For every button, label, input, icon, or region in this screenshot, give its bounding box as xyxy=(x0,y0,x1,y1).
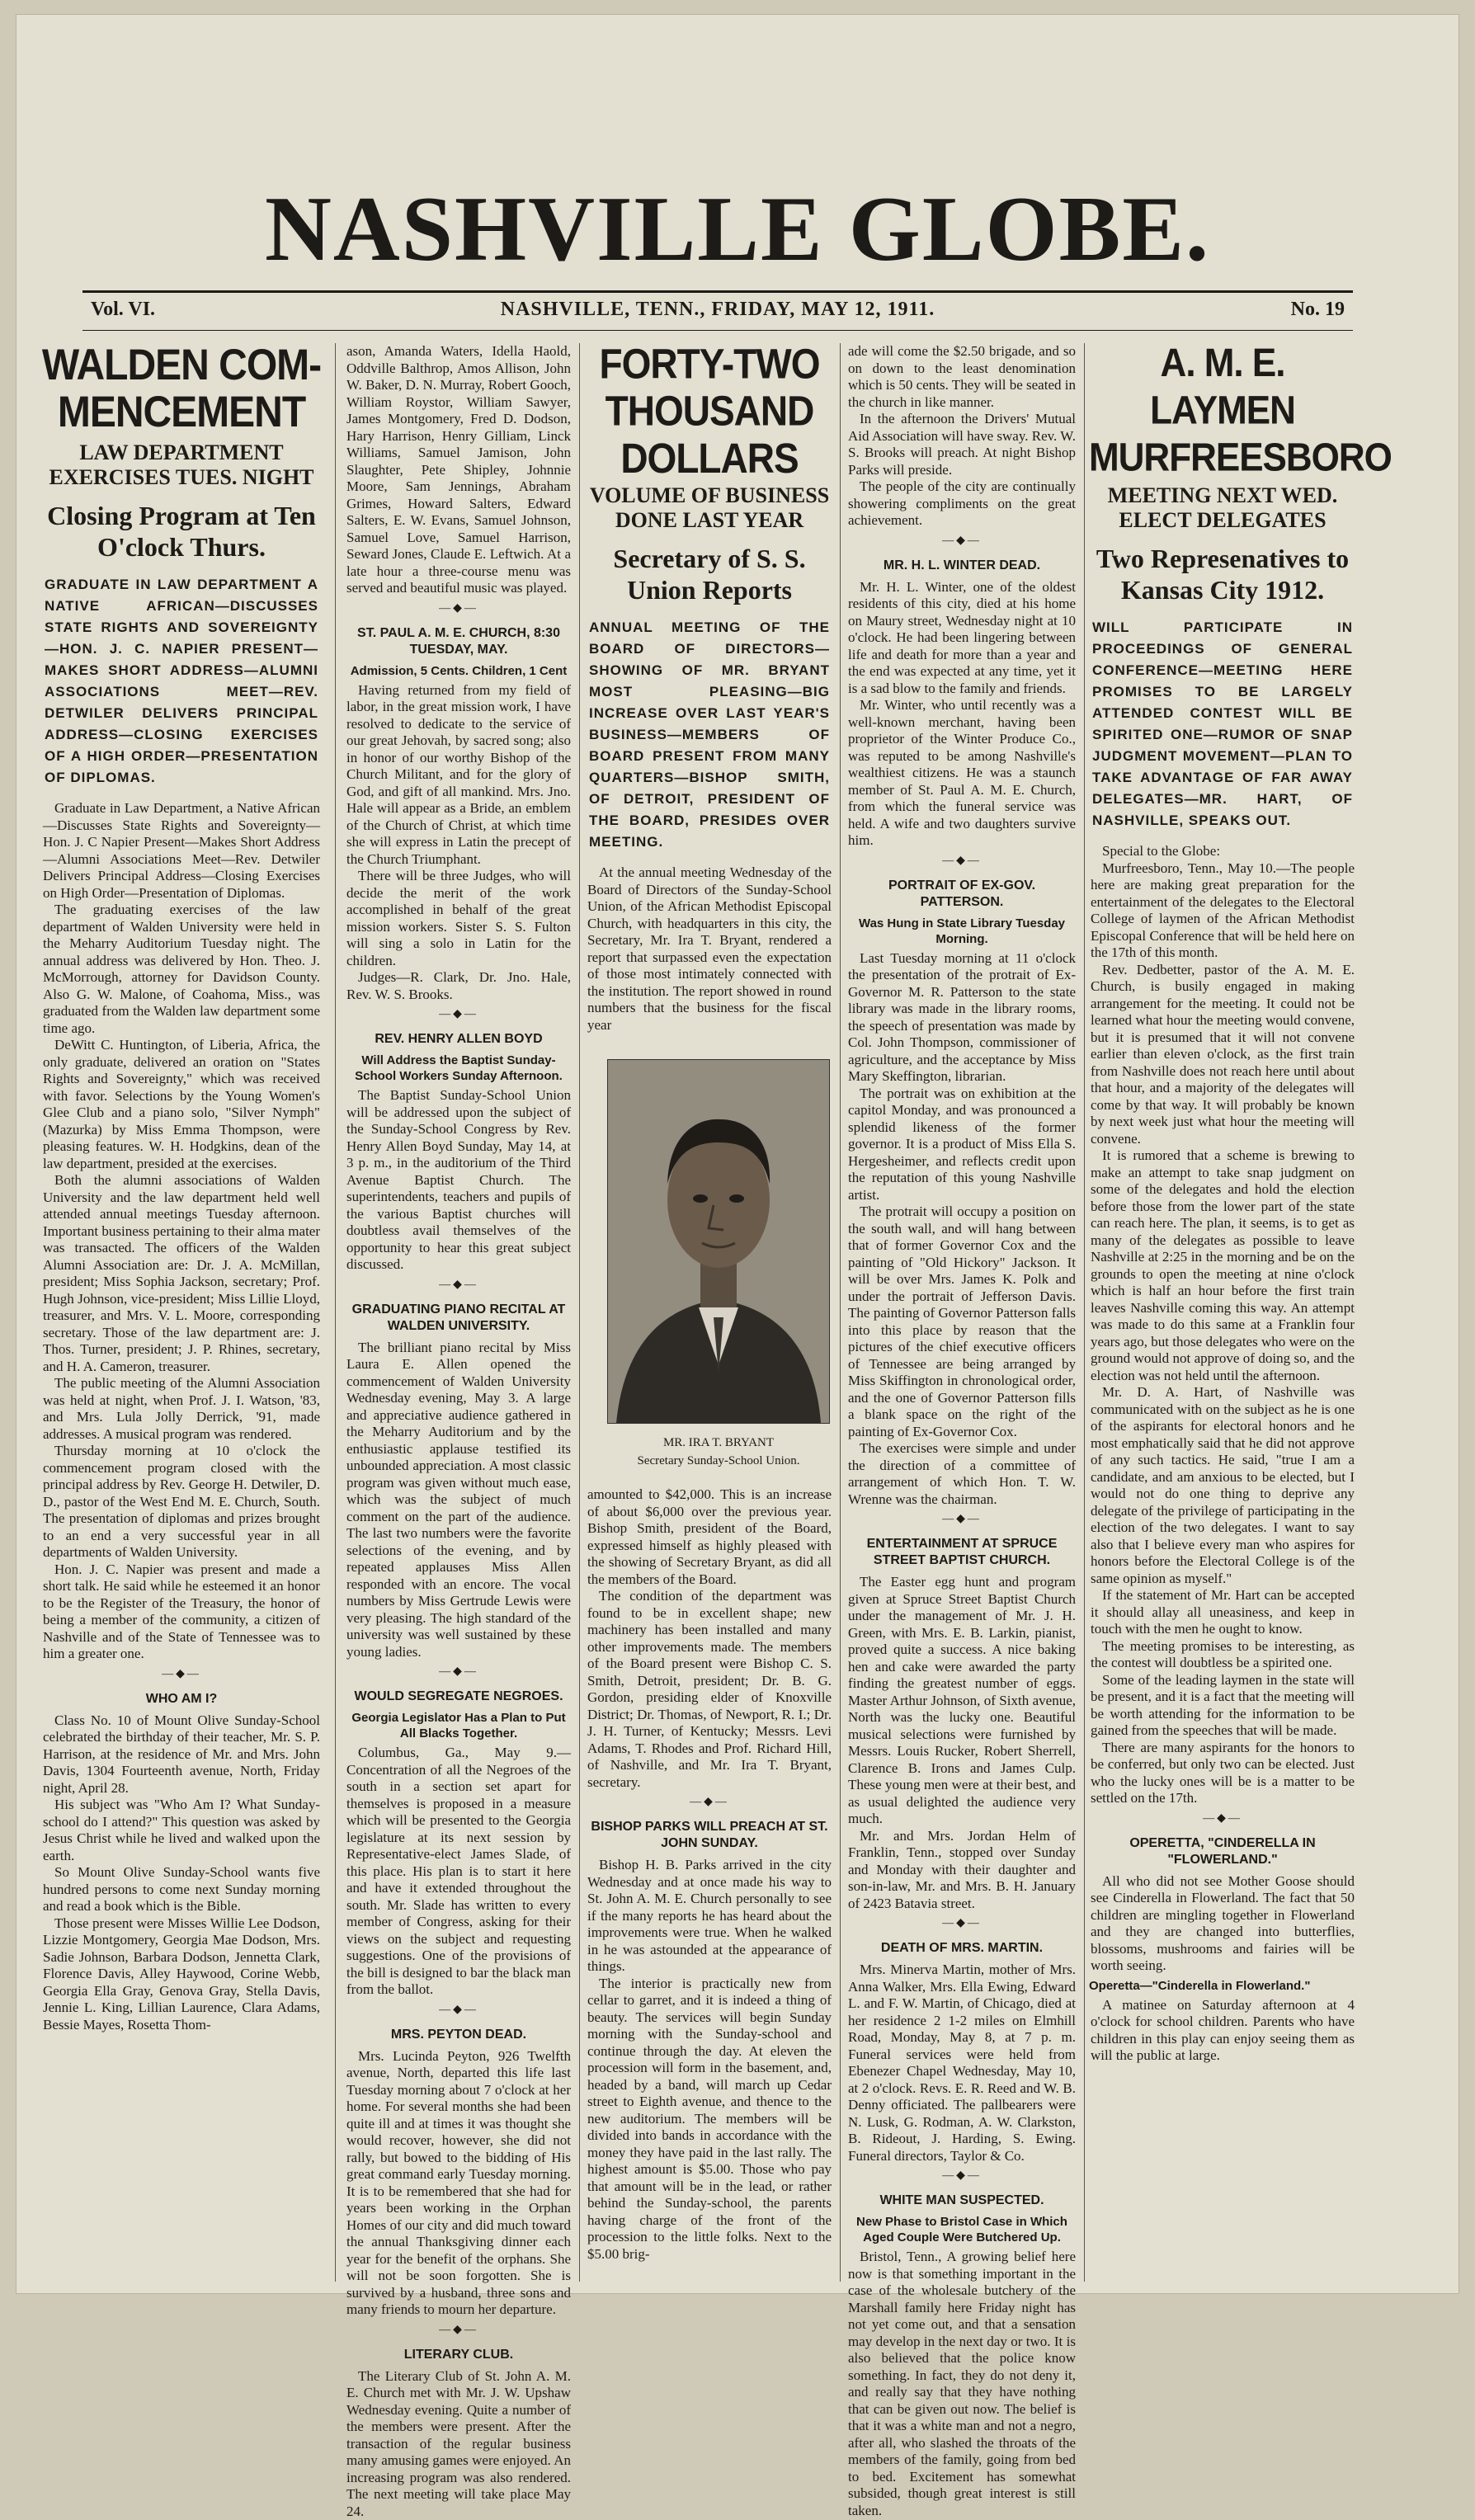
caption-name: MR. IRA T. BRYANT xyxy=(599,1434,838,1452)
column-3-bottom xyxy=(586,1486,833,2278)
article-paragraph: Mrs. Lucinda Peyton, 926 Twelfth avenue, North, departed this life last Tuesday morning about 7 o'clock at her home. For several months she had been quite ill and at times it was thought she would recover, however, she did not rally, but bowed to the bidding of His great command early Tuesday morning. It is to be remembered that she had for years been working in the Orphan Homes of our city and did much toward the annual Thanksgiving dinner each year for the benefit of the orphans. She will not be soon forgotten. She is survived by a husband, three sons and many friends to mourn her departure. xyxy=(346,2048,571,2319)
article-paragraph: The protrait will occupy a position on the south wall, and will hang between that of former Governor Cox and the painting of "Old Hickory" Jackson. It will be over Mrs. James K. Polk and under the portrait of Jefferson Davis. The painting of Governor Patterson falls into this place by reason that the pictures of the chief executive officers of Tennessee are being arranged by Miss Skiffington in chronological order, and the one of Governor Patterson fills a blank space on the right of the painting of Ex-Governor Cox. xyxy=(848,1203,1076,1440)
article-paragraph: At the annual meeting Wednesday of the Board of Directors of the Sunday-School Union, of the African Methodist Episcopal Church, with headquarters in this city, the Secretary, Mr. Ira T. Bryant, rendered a report that surpassed even the expectation of those most intimately connected with the institution. The report showed in round numbers that the business for the fiscal year xyxy=(587,864,832,1034)
portrait-photo xyxy=(607,1059,830,1424)
subhead-boyd: Will Address the Baptist Sunday-School Workers Sunday Afternoon. xyxy=(345,1053,573,1084)
subhead-meeting: MEETING NEXT WED. ELECT DELEGATES xyxy=(1089,483,1356,533)
ornament-divider: —◆— xyxy=(345,1665,573,1679)
ornament-divider: —◆— xyxy=(41,1668,322,1681)
article-paragraph: Mr. and Mrs. Jordan Helm of Franklin, Tenn., stopped over Sunday and Monday with their daughter and son-in-law, Mr. and Mrs. B. H. January of 2423 Batavia street. xyxy=(848,1828,1076,1913)
ornament-divider: —◆— xyxy=(345,1279,573,1292)
article-paragraph: Those present were Misses Willie Lee Dodson, Lizzie Montgomery, Georgia Mae Dodson, Mrs. Sadie Johnson, Barbara Dodson, Jennetta Clark, Florence Davis, Alley Haywood, Corine Webb, Georgia Ella Gray, Genova Gray, Stella Davis, Jennie L. King, Lillian Laurence, Clara Adams, Bessie Mayes, Rosetta Thom- xyxy=(43,1915,320,2034)
subhead-operetta: Operetta—"Cinderella in Flowerland." xyxy=(1089,1978,1356,1994)
subhead-portrait: Was Hung in State Library Tuesday Morning. xyxy=(846,916,1077,947)
ornament-divider: —◆— xyxy=(345,1008,573,1021)
article-paragraph: Having returned from my field of labor, in the great mission work, I have resolved to dedicate to the service of our great Jehovah, by sacred song; also in honor of our worthy Bishop of the Church Militant, and for the glory of God, and gift of all mankind. Mrs. Jno. Hale will appear as a Bride, an emblem of the Church of Christ, at which time she will express in Latin the precept of the Church Triumphant. xyxy=(346,682,571,869)
headline-bishop-parks: BISHOP PARKS WILL PREACH AT ST. JOHN SUNDAY. xyxy=(586,1819,833,1852)
ornament-divider: —◆— xyxy=(345,2324,573,2337)
ornament-divider: —◆— xyxy=(846,1513,1077,1526)
article-paragraph: Special to the Globe: xyxy=(1091,843,1355,860)
article-paragraph: Mrs. Minerva Martin, mother of Mrs. Anna Walker, Mrs. Ella Ewing, Edward L. and F. W. Martin, of Chicago, died at her residence 2 1-2 miles on Elmhill Road, Monday, May 8, at 7 p. m. Funeral services were held from Ebenezer Chapel Wednesday, May 10, at 2 o'clock. Revs. E. R. Reed and W. B. Denny officiated. The pallbearers were N. Lusk, G. Rodman, A. W. Clarkston, B. Rideout, J. Harding, S. Ewing. Funeral directors, Taylor & Co. xyxy=(848,1962,1076,2164)
subhead-admission: Admission, 5 Cents. Children, 1 Cent xyxy=(345,663,573,679)
article-paragraph: Rev. Dedbetter, pastor of the A. M. E. Church, is busily engaged in making arrangement for the meeting. It could not be learned what hour the meeting would convene, but it is presumed that it will not convene earlier than eleven o'clock, as the first train from Nashville does not reach here until about that hour, and a majority of the delegates will come by that way. It will probably be known by next week just what hour the meeting will convene. xyxy=(1091,962,1355,1148)
ornament-divider: —◆— xyxy=(846,535,1077,548)
article-paragraph: ason, Amanda Waters, Idella Haold, Oddville Balthrop, Amos Allison, John W. Baker, D. N. Murray, Robert Gooch, William Roystor, William Sawyer, James Montgomery, Fred D. Dodson, Hary Harrison, Henry Gilliam, Linck Williams, Samuel Jamison, John Slaughter, Pete Shipley, Johnnie Moore, Sam Jennings, Abraham Grimes, Howard Salters, Edward Salters, E. W. Evans, Samuel Johnson, Samuel Love, Samuel Harrison, Seward Jones, Claude E. Leftwich. At a late hour a three-course menu was served and beautiful music was played. xyxy=(346,343,571,597)
article-paragraph: Some of the leading laymen in the state will be present, and it is a fact that the meeting will be worth attending for the information to be gained from the speeches that will be made. xyxy=(1091,1672,1355,1740)
deck-sunday-school: ANNUAL MEETING OF THE BOARD OF DIRECTORS—SHOWING OF MR. BRYANT MOST PLEASING—BIG INCREASE OVER LAST YEAR'S BUSINESS—MEMBERS OF BOARD PRESENT FROM MANY QUARTERS—BISHOP SMITH, OF DETROIT, PRESIDENT OF THE BOARD, PRESIDES OVER MEETING. xyxy=(589,617,830,853)
article-paragraph: Thursday morning at 10 o'clock the commencement program closed with the principal address by Rev. George H. Detwiler, D. D., pastor of the West End M. E. Church, South. The presentation of diplomas and prizes brought to an end a very successful year in all departments of Walden University. xyxy=(43,1443,320,1561)
column-rule xyxy=(840,343,841,2282)
portrait-illustration xyxy=(608,1060,829,1423)
article-paragraph: If the statement of Mr. Hart can be accepted it should allay all uneasiness, and keep in touch with the men he ought to know. xyxy=(1091,1587,1355,1638)
article-paragraph: Murfreesboro, Tenn., May 10.—The people here are making great preparation for the entertainment of the delegates to the Electoral College of laymen of the African Methodist Episcopal Conference that will be held here on the 17th of this month. xyxy=(1091,860,1355,962)
article-paragraph: His subject was "Who Am I? What Sunday-school do I attend?" This question was asked by Jesus Christ while he lived and walked upon the earth. xyxy=(43,1797,320,1864)
photo-caption xyxy=(599,1434,838,1470)
article-paragraph: Mr. D. A. Hart, of Nashville was communicated with on the subject as he is one of the aspirants for electoral honors and he most emphatically said that he did not approve of any such tactics. He said, "true I am a candidate, and am anxious to be elected, but I would not do one thing to deprive any delegate of the privilege of participating in the election of the two delegates. I want to say also that I believe every man who aspires for honors before the Electoral College is of the same opinion as myself." xyxy=(1091,1384,1355,1587)
article-paragraph: Last Tuesday morning at 11 o'clock the presentation of the protrait of Ex-Governor M. R. Patterson to the state library was made in the library rooms, the speech of presentation was made by Col. John Thompson, commissioner of agriculture, and the acceptance by Miss Mary Skeffington, librarian. xyxy=(848,950,1076,1086)
article-paragraph: The meeting promises to be interesting, as the contest will doubtless be a spirited one. xyxy=(1091,1638,1355,1672)
subhead-segregate: Georgia Legislator Has a Plan to Put All Blacks Together. xyxy=(345,1710,573,1741)
place-and-date: NASHVILLE, TENN., FRIDAY, MAY 12, 1911. xyxy=(82,299,1353,321)
column-rule xyxy=(335,343,336,2282)
headline-portrait: PORTRAIT OF EX-GOV. PATTERSON. xyxy=(846,878,1077,911)
column-4 xyxy=(846,343,1077,2282)
subhead-closing-program: Closing Program at Ten O'clock Thurs. xyxy=(41,500,322,563)
headline-who-am-i: WHO AM I? xyxy=(41,1691,322,1707)
article-paragraph: Columbus, Ga., May 9.—Concentration of all the Negroes of the south in a section set apart for themselves is proposed in a measure which will be presented to the Georgia legislature at its next session by Representative-elect James Slade, of this place. His plan is to start it here and have it extended throughout the south. Mr. Slade has written to every member of Congress, asking for their views on the subject and requesting suggestions. One of the provisions of the bill is designed to bar the black man from the ballot. xyxy=(346,1745,571,1999)
volume-number: Vol. VI. xyxy=(91,299,155,321)
article-paragraph: The people of the city are continually showering compliments on the great achievement. xyxy=(848,478,1076,530)
ornament-divider: —◆— xyxy=(586,1796,833,1809)
ornament-divider: —◆— xyxy=(846,2169,1077,2183)
article-paragraph: The public meeting of the Alumni Association was held at night, when Prof. J. I. Watson, '83, and Mrs. Lula Jolly Derrick, '91, made addresses. A musical program was rendered. xyxy=(43,1375,320,1443)
headline-winter: MR. H. L. WINTER DEAD. xyxy=(846,558,1077,574)
article-paragraph: The exercises were simple and under the direction of a committee of arrangement of which Hon. T. W. Wrenne was the chairman. xyxy=(848,1440,1076,1508)
column-5 xyxy=(1089,343,1356,2282)
headline-forty-two: FORTY-TWO THOUSAND DOLLARS xyxy=(586,340,833,482)
deck-walden: GRADUATE IN LAW DEPARTMENT A NATIVE AFRICAN—DISCUSSES STATE RIGHTS AND SOVEREIGNTY—HON. J. C. NAPIER PRESENT—MAKES SHORT ADDRESS—ALUMNI ASSOCIATIONS MEET—REV. DETWILER DELIVERS PRINCIPAL ADDRESS—CLOSING EXERCISES OF A HIGH ORDER—PRESENTATION OF DIPLOMAS. xyxy=(45,574,318,789)
column-2 xyxy=(345,343,573,2282)
article-paragraph: It is rumored that a scheme is brewing to make an attempt to take snap judgment on some of the delegates and hold the election before those from the lower part of the state can reach here. The plan, it seems, is to get as many of the delegates as possible to leave Nashville at 2:25 in the morning and be on the grounds to open the meeting at nine o'clock which is half an hour before the first train leaves Nashville coming this way. An attempt was made to do this same at a Franklin four years ago, but those delegates who were on the ground would not approve of doing so, and the election was not held until the afternoon. xyxy=(1091,1147,1355,1384)
masthead: NASHVILLE GLOBE. xyxy=(16,172,1459,287)
article-paragraph: Judges—R. Clark, Dr. Jno. Hale, Rev. W. S. Brooks. xyxy=(346,969,571,1003)
article-paragraph: Both the alumni associations of Walden University and the law department held well attended annual meetings Tuesday afternoon. Important business pertaining to their alma mater was transacted. The officers of the Walden Alumni Association are: Dr. J. A. McMillan, president; Miss Sophia Jackson, secretary; Prof. Hugh Johnson, vice-president; Miss Lillie Lloyd, treasurer, and Mrs. V. L. Moore, corresponding secretary. Those of the law department are: J. Thos. Turner, president; J. P. Rhines, secretary, and H. A. Cameron, treasurer. xyxy=(43,1172,320,1375)
article-paragraph: All who did not see Mother Goose should see Cinderella in Flowerland. The fact that 50 children are mingling together in Flowerland and they are changed into butterflies, blossoms, mushrooms and fairies will be worth seeing. xyxy=(1091,1873,1355,1975)
headline-literary-club: LITERARY CLUB. xyxy=(345,2347,573,2363)
article-paragraph: The brilliant piano recital by Miss Laura E. Allen opened the commencement of Walden University Wednesday evening, May 3. A large and appreciative audience gathered in the Meharry Auditorium and by the enthusiastic applause testified its unbounded appreciation. A most classic program was given without much ease, which was the subject of much comment on the part of the audience. The last two numbers were the favorite selections of the evening, and by repeated applauses Miss Allen responded with an encore. The vocal numbers by Miss Gertrude Lewis were very pleasing. The high standard of the university was well sustained by these young ladies. xyxy=(346,1340,571,1661)
article-paragraph: There will be three Judges, who will decide the merit of the work accomplished in behalf of the great mission workers. Sister S. S. Fulton will sing a solo in Latin for the children. xyxy=(346,868,571,969)
article-paragraph: Bishop H. B. Parks arrived in the city Wednesday and at once made his way to St. John A. M. E. Church personally to see if the many reports he has heard about the improvements were true. When he walked in he was astounded at the appearance of things. xyxy=(587,1857,832,1976)
article-paragraph: ade will come the $2.50 brigade, and so on down to the least denomination which is 50 cents. They will be seated in the church in like manner. xyxy=(848,343,1076,411)
subhead-representatives: Two Represenatives to Kansas City 1912. xyxy=(1089,543,1356,605)
article-paragraph: Class No. 10 of Mount Olive Sunday-School celebrated the birthday of their teacher, Mr. S. P. Harrison, at the residence of Mr. and Mrs. John Davis, 1304 Fourteenth avenue, North, Friday night, April 28. xyxy=(43,1712,320,1797)
article-paragraph: The condition of the department was found to be in excellent shape; new machinery has been installed and many other improvements made. The members of the Board present were Bishop C. S. Smith, Detroit, president; Dr. B. G. Gordon, presiding elder of Knoxville District; Dr. Thomas, of Newport, R. I.; Dr. J. H. Turner, of Kentucky; Messrs. Levi Adams, T. Rhodes and Prof. Richard Hill, of Nashville, and Mr. Ira T. Bryant, secretary. xyxy=(587,1588,832,1791)
article-paragraph: The portrait was on exhibition at the capitol Monday, and was pronounced a splendid likeness of the former governor. It is a product of Miss Ella S. Hergesheimer, and reflects credit upon the reputation of this young Nashville artist. xyxy=(848,1086,1076,1204)
headline-piano-recital: GRADUATING PIANO RECITAL AT WALDEN UNIVERSITY. xyxy=(345,1302,573,1335)
article-paragraph: The interior is practically new from cellar to garret, and it is indeed a thing of beauty. The services will begin Sunday morning with the Sunday-school and continue through the day. At eleven the procession will form in the basement, and, headed by a band, will march up Cedar street to Eighth avenue, and thence to the new auditorium. The members will be divided into bands in accordance with the money they have paid in the last rally. The highest amount is $5.00. Those who pay that amount will be in the lead, or rather behind the Sunday-school, the parents having charge of the front of the procession to the little folks. Next to the $5.00 brig- xyxy=(587,1976,832,2263)
issue-number: No. 19 xyxy=(1291,299,1345,321)
headline-walden: WALDEN COM-MENCEMENT xyxy=(41,342,322,436)
ornament-divider: —◆— xyxy=(846,1917,1077,1930)
ornament-divider: —◆— xyxy=(1089,1812,1356,1825)
article-paragraph: The Easter egg hunt and program given at Spruce Street Baptist Church under the management of Mr. J. H. Green, with Mrs. E. B. Larkin, pianist, proved quite a success. A nice baking hen and cake were awarded the party finding the greatest number of eggs. Master Arthur Johnson, of Sixth avenue, North was the lucky one. Beautiful musical selections were furnished by Messrs. Louis Rucker, Robert Sherrell, Clarence B. Irons and James Culp. These young men were at their best, and as usual delighted the audience very much. xyxy=(848,1574,1076,1828)
headline-boyd: REV. HENRY ALLEN BOYD xyxy=(345,1031,573,1048)
article-paragraph: DeWitt C. Huntington, of Liberia, Africa, the only graduate, delivered an oration on "States Rights and Sovereignty," which was received with favor. Selections by the Young Women's Glee Club and a piano solo, "Silver Nymph" (Mazurka) by Miss Emma Thompson, were pleasing features. W. H. Hodgkins, dean of the law department, presided at the exercises. xyxy=(43,1037,320,1172)
article-paragraph: amounted to $42,000. This is an increase of about $6,000 over the previous year. Bishop Smith, president of the Board, expressed himself as highly pleased with the showing of Secretary Bryant, as did all the members of the Board. xyxy=(587,1486,832,1588)
caption-title: Secretary Sunday-School Union. xyxy=(599,1452,838,1470)
headline-operetta: OPERETTA, "CINDERELLA IN "FLOWERLAND." xyxy=(1089,1835,1356,1868)
article-paragraph: The graduating exercises of the law department of Walden University were held in the Meharry Auditorium Tuesday night. The annual address was delivered by Hon. Theo. J. McMorrough, attorney for Davidson County. Also G. W. Malone, of Coahoma, Miss., was graduated from the Walden law department some time ago. xyxy=(43,902,320,1037)
article-paragraph: Bristol, Tenn., A growing belief here now is that something important in the case of the wholesale butchery of the Marshall family here Friday night has not yet come out, and that a sensation may develop in the next day or two. It is also believed that the police know something. In fact, they do not deny it, and really say that they have nothing that can be given out now. The belief is that it was a white man and not a negro, after all, who slashed the throats of the members of the family, going from bed to bed. Excitement has somewhat subsided, though great interest is still taken. xyxy=(848,2249,1076,2519)
article-paragraph: The Baptist Sunday-School Union will be addressed upon the subject of the Sunday-School Congress by Rev. Henry Allen Boyd Sunday, May 14, at 3 p. m., in the auditorium of the Third Avenue Baptist Church. The superintendents, teachers and pupils of the various Baptist churches will doubtless avail themselves of the opportunity to hear this great subject discussed. xyxy=(346,1087,571,1274)
newspaper-page xyxy=(16,15,1459,2293)
subhead-bristol: New Phase to Bristol Case in Which Aged Couple Were Butchered Up. xyxy=(846,2214,1077,2245)
headline-white-man: WHITE MAN SUSPECTED. xyxy=(846,2193,1077,2209)
masthead-rule-top xyxy=(82,290,1353,293)
article-paragraph: A matinee on Saturday afternoon at 4 o'clock for school children. Parents who have children in this play can enjoy seeing them as will the public at large. xyxy=(1091,1997,1355,2065)
subhead-secretary: Secretary of S. S. Union Reports xyxy=(586,543,833,605)
deck-laymen: WILL PARTICIPATE IN PROCEEDINGS OF GENERAL CONFERENCE—MEETING HERE PROMISES TO BE LARGELY ATTENDED CONTEST WILL BE SPIRITED ONE—RUMOR OF SNAP JUDGMENT MOVEMENT—PLAN TO TAKE ADVANTAGE OF FAR AWAY DELEGATES—MR. HART, OF NASHVILLE, SPEAKS OUT. xyxy=(1092,617,1353,831)
article-paragraph: So Mount Olive Sunday-School wants five hundred persons to come next Sunday morning and read a book which is the Bible. xyxy=(43,1864,320,1915)
article-paragraph: Mr. Winter, who until recently was a well-known merchant, having been proprietor of the Winter Produce Co., was reputed to be among Nashville's wealthiest citizens. He was a staunch member of St. Paul A. M. E. Church, from which the funeral service was held. A wife and two daughters survive him. xyxy=(848,697,1076,850)
masthead-rule-bottom xyxy=(82,330,1353,331)
subhead-volume: VOLUME OF BUSINESS DONE LAST YEAR xyxy=(586,483,833,533)
headline-martin: DEATH OF MRS. MARTIN. xyxy=(846,1940,1077,1957)
article-paragraph: In the afternoon the Drivers' Mutual Aid Association will have sway. Rev. W. S. Brooks will preach. At night Bishop Parks will preside. xyxy=(848,411,1076,478)
column-rule xyxy=(579,343,580,2282)
ornament-divider: —◆— xyxy=(345,602,573,615)
article-paragraph: Hon. J. C. Napier was present and made a short talk. He said while he esteemed it an honor to be the Register of the Treasury, the honor of being a member of the community, a citizen of Nashville and of the State of Tennessee was to him a greater one. xyxy=(43,1561,320,1663)
headline-spruce-street: ENTERTAINMENT AT SPRUCE STREET BAPTIST CHURCH. xyxy=(846,1536,1077,1569)
ornament-divider: —◆— xyxy=(345,2004,573,2017)
column-1 xyxy=(41,343,322,2282)
dateline xyxy=(82,299,1353,323)
headline-ame-laymen: A. M. E. LAYMEN MURFREESBORO xyxy=(1089,340,1356,482)
article-paragraph: Graduate in Law Department, a Native African—Discusses State Rights and Sovereignty—Hon. J. C Napier Present—Makes Short Address—Alumni Associations Meet—Rev. Detwiler Delivers Principal Address—Closing Exercises on High Order—Presentation of Diplomas. xyxy=(43,800,320,902)
headline-segregate: WOULD SEGREGATE NEGROES. xyxy=(345,1689,573,1705)
article-paragraph: Mr. H. L. Winter, one of the oldest residents of this city, died at his home on Maury street, Wednesday night at 10 o'clock. He had been lingering between life and death for more than a year and the end was expected at any time, yet it is a sad blow to the family and friends. xyxy=(848,579,1076,698)
headline-peyton: MRS. PEYTON DEAD. xyxy=(345,2027,573,2043)
subhead-law-dept: LAW DEPARTMENT EXERCISES TUES. NIGHT xyxy=(41,440,322,490)
headline-st-paul: ST. PAUL A. M. E. CHURCH, 8:30 TUESDAY, MAY. xyxy=(345,625,573,658)
article-paragraph: The Literary Club of St. John A. M. E. Church met with Mr. J. W. Upshaw Wednesday evening. Quite a number of the members were present. After the transaction of the regular business many amusing games were enjoyed. An increasing program was also rendered. The next meeting will take place May 24. xyxy=(346,2368,571,2520)
article-paragraph: There are many aspirants for the honors to be conferred, but only two can be elected. Just who the lucky ones will be is a matter to be settled on the 17th. xyxy=(1091,1740,1355,1807)
column-rule xyxy=(1084,343,1085,2282)
column-3-top xyxy=(586,343,833,1053)
ornament-divider: —◆— xyxy=(846,855,1077,868)
